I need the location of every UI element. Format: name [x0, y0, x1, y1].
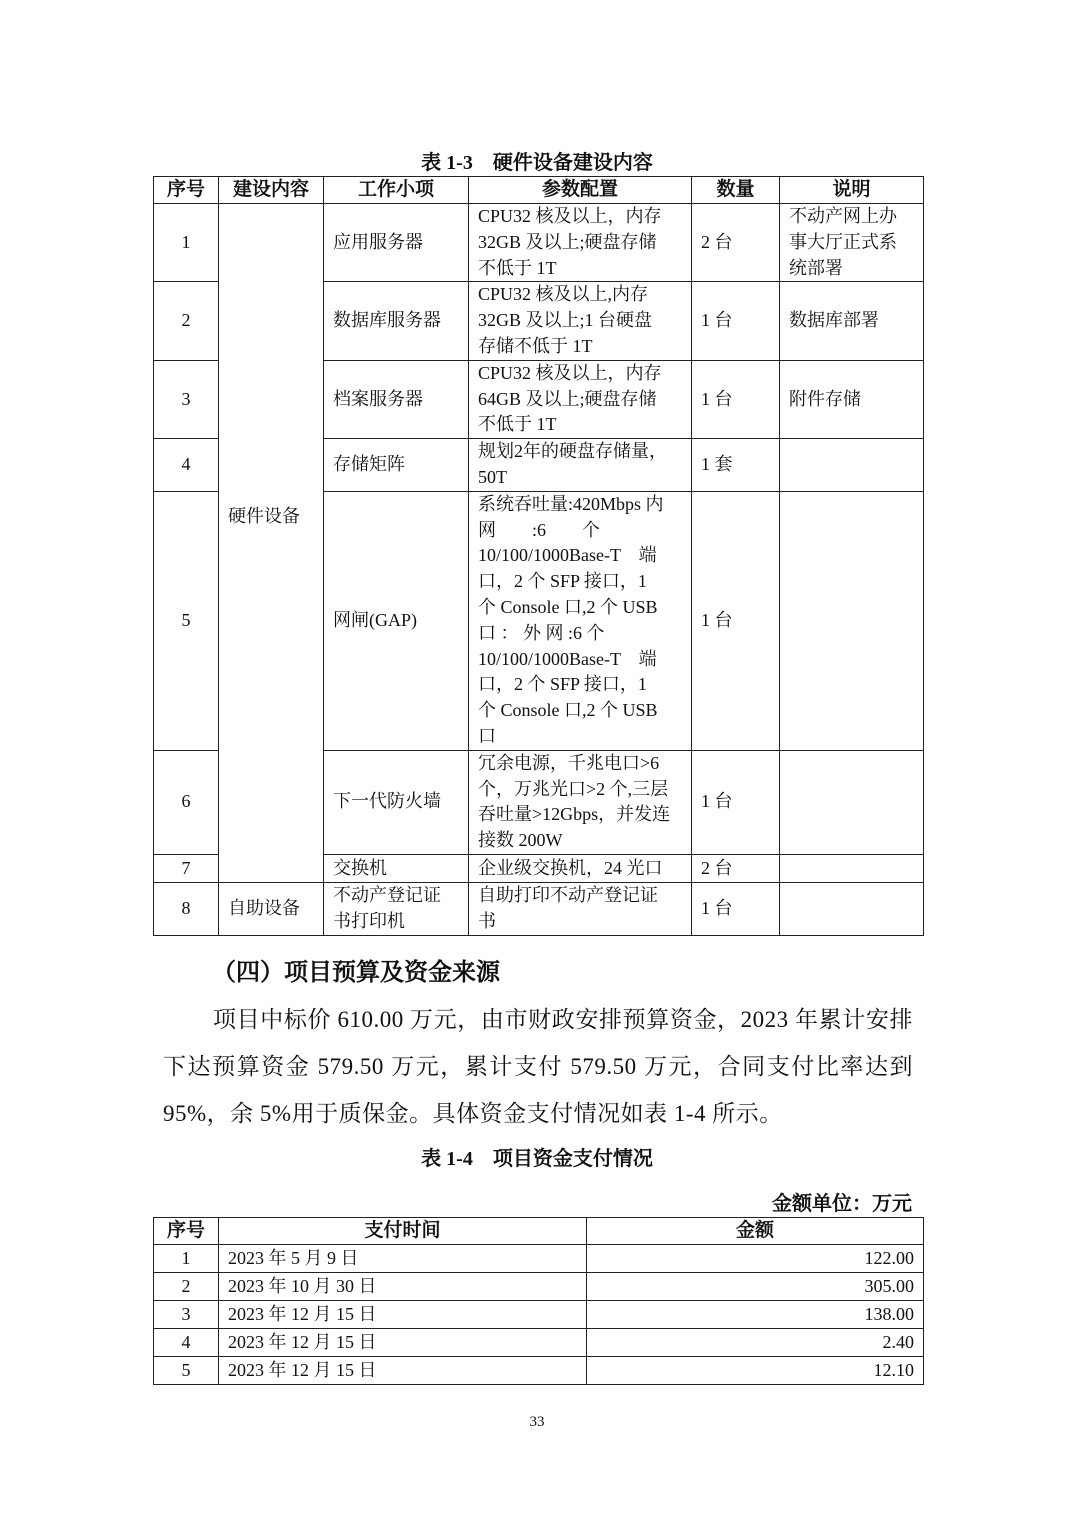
hardware-table [153, 176, 924, 936]
category-cell: 硬件设备 [219, 204, 324, 883]
qty-cell: 1 台 [692, 491, 780, 750]
note-cell [780, 491, 924, 750]
row-number: 5 [154, 491, 219, 750]
row-number: 2 [154, 1273, 219, 1301]
row-number: 4 [154, 439, 219, 492]
table-row [154, 1273, 924, 1301]
spec-cell: 规划2年的硬盘存储量， 50T [469, 439, 692, 492]
item-cell: 应用服务器 [324, 204, 469, 282]
row-number: 7 [154, 854, 219, 882]
qty-cell: 1 台 [692, 282, 780, 360]
section-title: （四）项目预算及资金来源 [212, 960, 500, 986]
table-1-3-caption: 表 1-3 硬件设备建设内容 [421, 152, 653, 174]
row-number: 8 [154, 882, 219, 935]
qty-cell: 1 台 [692, 750, 780, 854]
row-number: 4 [154, 1329, 219, 1357]
qty-cell: 1 台 [692, 360, 780, 438]
header-cell: 参数配置 [469, 177, 692, 204]
row-number: 3 [154, 360, 219, 438]
note-cell [780, 439, 924, 492]
table-row [154, 1329, 924, 1357]
spec-cell: 自助打印不动产登记证 书 [469, 882, 692, 935]
table-row [154, 882, 924, 935]
category-cell: 自助设备 [219, 882, 324, 935]
item-cell: 交换机 [324, 854, 469, 882]
row-number: 2 [154, 282, 219, 360]
note-cell [780, 882, 924, 935]
spec-cell: CPU32 核及以上,内存 32GB 及以上;1 台硬盘 存储不低于 1T [469, 282, 692, 360]
spec-cell: 系统吞吐量:420Mbps 内 网 :6 个 10/100/1000Base-T 端 口，2 个 SFP 接口，1 个 Console 口,2 个 USB 口 ： 外 网 :6 个 10/100/1000Base-T 端 口，2 个 SFP 接口，1 个 Console 口,2 个 USB 口 [469, 491, 692, 750]
header-cell: 支付时间 [219, 1218, 587, 1245]
budget-paragraph: 项目中标价 610.00 万元，由市财政安排预算资金，2023 年累计安排下达预算资金 579.50 万元，累计支付 579.50 万元，合同支付比率达到 95%，余 5%用于质保金。具体资金支付情况如表 1-4 所示。 [163, 1007, 913, 1126]
item-cell: 下一代防火墙 [324, 750, 469, 854]
table-row [154, 1245, 924, 1273]
date-cell: 2023 年 5 月 9 日 [219, 1245, 587, 1273]
spec-cell: 冗余电源，千兆电口>6 个，万兆光口>2 个,三层 吞吐量>12Gbps，并发连 接数 200W [469, 750, 692, 854]
qty-cell: 1 套 [692, 439, 780, 492]
table-header-row [154, 177, 924, 204]
item-cell: 存储矩阵 [324, 439, 469, 492]
table-header-row [154, 1218, 924, 1245]
header-cell: 工作小项 [324, 177, 469, 204]
header-cell: 数量 [692, 177, 780, 204]
date-cell: 2023 年 12 月 15 日 [219, 1301, 587, 1329]
header-cell: 建设内容 [219, 177, 324, 204]
payment-table [153, 1217, 924, 1385]
row-number: 5 [154, 1357, 219, 1385]
date-cell: 2023 年 12 月 15 日 [219, 1357, 587, 1385]
item-cell: 网闸(GAP) [324, 491, 469, 750]
spec-cell: CPU32 核及以上，内存 64GB 及以上;硬盘存储 不低于 1T [469, 360, 692, 438]
date-cell: 2023 年 10 月 30 日 [219, 1273, 587, 1301]
note-cell: 数据库部署 [780, 282, 924, 360]
page-number: 33 [529, 1414, 545, 1430]
amount-cell: 12.10 [587, 1357, 924, 1385]
item-cell: 数据库服务器 [324, 282, 469, 360]
table-row [154, 1357, 924, 1385]
qty-cell: 2 台 [692, 854, 780, 882]
row-number: 6 [154, 750, 219, 854]
row-number: 1 [154, 1245, 219, 1273]
table-row [154, 204, 924, 282]
header-cell: 金额 [587, 1218, 924, 1245]
note-cell: 不动产网上办 事大厅正式系 统部署 [780, 204, 924, 282]
item-cell: 不动产登记证 书打印机 [324, 882, 469, 935]
note-cell [780, 854, 924, 882]
amount-cell: 122.00 [587, 1245, 924, 1273]
table-row [154, 1301, 924, 1329]
spec-cell: 企业级交换机，24 光口 [469, 854, 692, 882]
qty-cell: 2 台 [692, 204, 780, 282]
header-cell: 序号 [154, 1218, 219, 1245]
note-cell [780, 750, 924, 854]
qty-cell: 1 台 [692, 882, 780, 935]
amount-cell: 138.00 [587, 1301, 924, 1329]
row-number: 1 [154, 204, 219, 282]
amount-cell: 2.40 [587, 1329, 924, 1357]
note-cell: 附件存储 [780, 360, 924, 438]
date-cell: 2023 年 12 月 15 日 [219, 1329, 587, 1357]
header-cell: 说明 [780, 177, 924, 204]
item-cell: 档案服务器 [324, 360, 469, 438]
amount-cell: 305.00 [587, 1273, 924, 1301]
header-cell: 序号 [154, 177, 219, 204]
spec-cell: CPU32 核及以上，内存 32GB 及以上;硬盘存储 不低于 1T [469, 204, 692, 282]
amount-unit: 金额单位：万元 [772, 1193, 912, 1215]
table-1-4-caption: 表 1-4 项目资金支付情况 [421, 1148, 653, 1170]
row-number: 3 [154, 1301, 219, 1329]
